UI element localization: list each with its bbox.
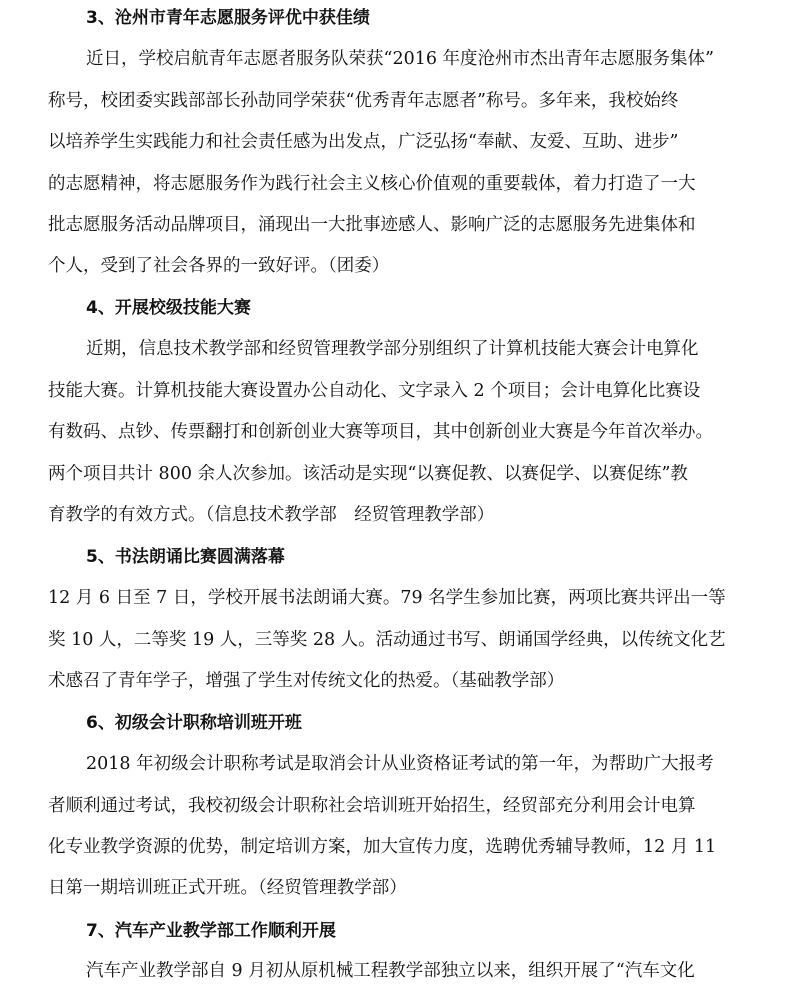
section-6-line-4: 日第一期培训班正式开班。（经贸管理教学部） bbox=[48, 878, 407, 898]
section-4-line-4: 两个项目共计 800 余人次参加。该活动是实现“以赛促教、以赛促学、以赛促练”教 bbox=[48, 464, 688, 484]
section-3-line-3: 以培养学生实践能力和社会责任感为出发点，广泛弘扬“奉献、友爱、互助、进步” bbox=[48, 132, 679, 152]
section-4-line-3: 有数码、点钞、传票翻打和创新创业大赛等项目，其中创新创业大赛是今年首次举办。 bbox=[48, 422, 713, 442]
section-5-heading: 5、书法朗诵比赛圆满落幕 bbox=[86, 547, 285, 567]
section-3-line-5: 批志愿服务活动品牌项目，涌现出一大批事迹感人、影响广泛的志愿服务先进集体和 bbox=[48, 215, 696, 235]
section-4-line-1: 近期，信息技术教学部和经贸管理教学部分别组织了计算机技能大赛会计电算化 bbox=[86, 339, 699, 359]
section-3-heading: 3、沧州市青年志愿服务评优中获佳绩 bbox=[86, 8, 370, 28]
section-7-line-1: 汽车产业教学部自 9 月初从原机械工程教学部独立以来，组织开展了“汽车文化 bbox=[86, 961, 695, 981]
section-4-heading: 4、开展校级技能大赛 bbox=[86, 298, 251, 318]
section-5-line-3: 术感召了青年学子，增强了学生对传统文化的热爱。（基础教学部） bbox=[48, 671, 565, 691]
section-6-line-2: 者顺利通过考试，我校初级会计职称社会培训班开始招生，经贸部充分利用会计电算 bbox=[48, 796, 696, 816]
section-4-line-2: 技能大赛。计算机技能大赛设置办公自动化、文字录入 2 个项目；会计电算化比赛设 bbox=[48, 381, 701, 401]
section-7-heading: 7、汽车产业教学部工作顺利开展 bbox=[86, 921, 336, 941]
section-3-line-6: 个人，受到了社会各界的一致好评。（团委） bbox=[48, 256, 390, 276]
section-6-heading: 6、初级会计职称培训班开班 bbox=[86, 713, 302, 733]
section-6-line-1: 2018 年初级会计职称考试是取消会计从业资格证考试的第一年，为帮助广大报考 bbox=[86, 754, 714, 774]
section-3-line-2: 称号，校团委实践部部长孙劼同学荣获“优秀青年志愿者”称号。多年来，我校始终 bbox=[48, 91, 679, 111]
section-4-line-5: 育教学的有效方式。（信息技术教学部 经贸管理教学部） bbox=[48, 505, 495, 525]
section-5-line-2: 奖 10 人，二等奖 19 人，三等奖 28 人。活动通过书写、朗诵国学经典，以传统文化艺 bbox=[48, 630, 726, 650]
section-3-line-4: 的志愿精神，将志愿服务作为践行社会主义核心价值观的重要载体，着力打造了一大 bbox=[48, 174, 696, 194]
section-5-line-1: 12 月 6 日至 7 日，学校开展书法朗诵大赛。79 名学生参加比赛，两项比赛共评出一等 bbox=[48, 588, 726, 608]
section-3-line-1: 近日，学校启航青年志愿者服务队荣获“2016 年度沧州市杰出青年志愿服务集体” bbox=[86, 49, 714, 69]
section-6-line-3: 化专业教学资源的优势，制定培训方案，加大宣传力度，选聘优秀辅导教师，12 月 11 bbox=[48, 837, 717, 857]
